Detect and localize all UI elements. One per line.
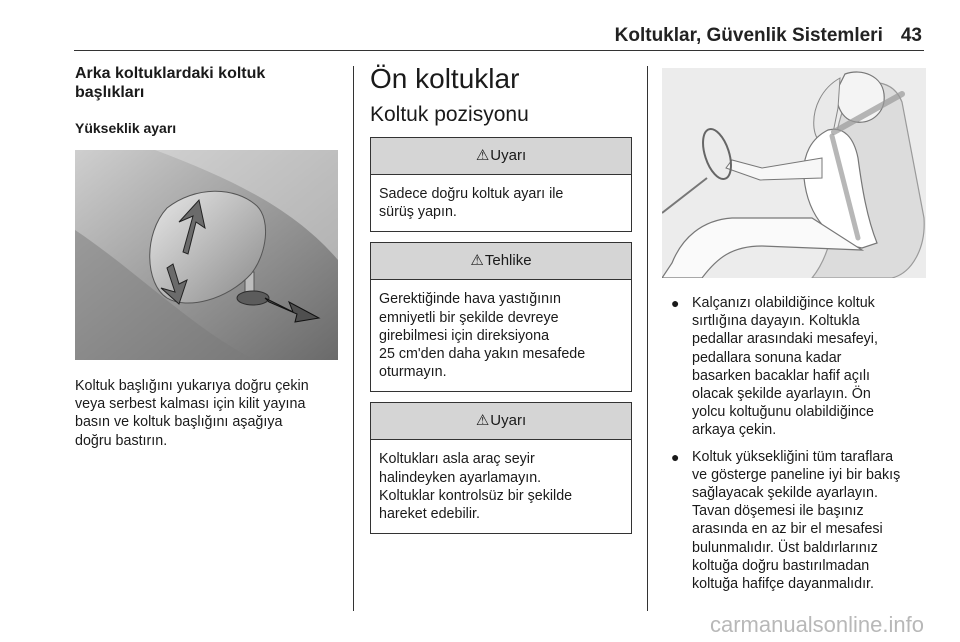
danger-box-text: Gerektiğinde hava yastığının emniyetli bir şekilde devreye girebilmesi için direksiyona 25 cm'den daha yakın mesafede oturmayın.	[379, 291, 586, 381]
middle-column	[370, 62, 632, 534]
column-divider-1	[353, 66, 354, 611]
warning-box-header: ⚠Uyarı	[371, 403, 631, 440]
section-title: Koltuk pozisyonu	[370, 103, 529, 126]
list-item: ● Kalçanızı olabildiğince koltuk sırtlığına dayayın. Koltukla pedallar arasındaki mesafeyi, pedallara sonuna kadar basarken bacaklar hafif açılı olacak şekilde ayarlayın. Ön yolcu koltuğunu olabildiğince arkaya çekin.	[671, 295, 878, 439]
right-column	[662, 68, 930, 601]
driver-seat-illustration	[662, 68, 926, 278]
watermark: carmanualsonline.info	[709, 612, 924, 637]
danger-box	[370, 242, 632, 392]
warning-box-text: Koltukları asla araç seyir halindeyken ayarlamayın. Koltuklar kontrolsüz bir şekilde hareket edebilir.	[379, 451, 573, 523]
warning-box-text: Sadece doğru koltuk ayarı ile sürüş yapın.	[379, 186, 564, 221]
warning-box-2	[370, 402, 632, 534]
header-title: Koltuklar, Güvenlik Sistemleri	[614, 25, 883, 46]
bullet-icon: ●	[671, 448, 680, 465]
column-divider-2	[647, 66, 648, 611]
chapter-title: Ön koltuklar	[370, 63, 520, 94]
warning-box-1	[370, 137, 632, 232]
bullet-icon: ●	[671, 295, 680, 311]
danger-box-header: ⚠Tehlike	[371, 243, 631, 280]
warning-triangle-icon: ⚠	[470, 252, 484, 270]
headrest-photo	[75, 150, 338, 360]
headrest-instruction: Koltuk başlığını yukarıya doğru çekin veya serbest kalması için kilit yayına basın ve koltuk başlığını aşağıya doğru bastırın.	[75, 378, 309, 449]
warning-triangle-icon: ⚠	[475, 147, 490, 164]
left-column	[75, 64, 343, 450]
page-number: 43	[900, 25, 922, 46]
section-subheading: Yükseklik ayarı	[75, 120, 177, 136]
seat-adjustment-list	[662, 294, 930, 593]
section-heading: Arka koltuklardaki koltuk başlıkları	[75, 65, 266, 101]
warning-box-header: ⚠Uyarı	[371, 138, 631, 175]
warning-triangle-icon: ⚠	[475, 412, 490, 430]
page-header	[615, 25, 922, 47]
header-rule	[74, 50, 924, 51]
list-item: ● Koltuk yüksekliğini tüm taraflara ve gösterge paneline iyi bir bakış sağlayacak şekilde ayarlayın. Tavan döşemesi ile başınız arasında en az bir el mesafesi bulunmalıdır. Üst baldırlarınız koltuğa doğru bastırılmadan koltuğa hafifçe dayanmalıdır.	[671, 448, 901, 593]
